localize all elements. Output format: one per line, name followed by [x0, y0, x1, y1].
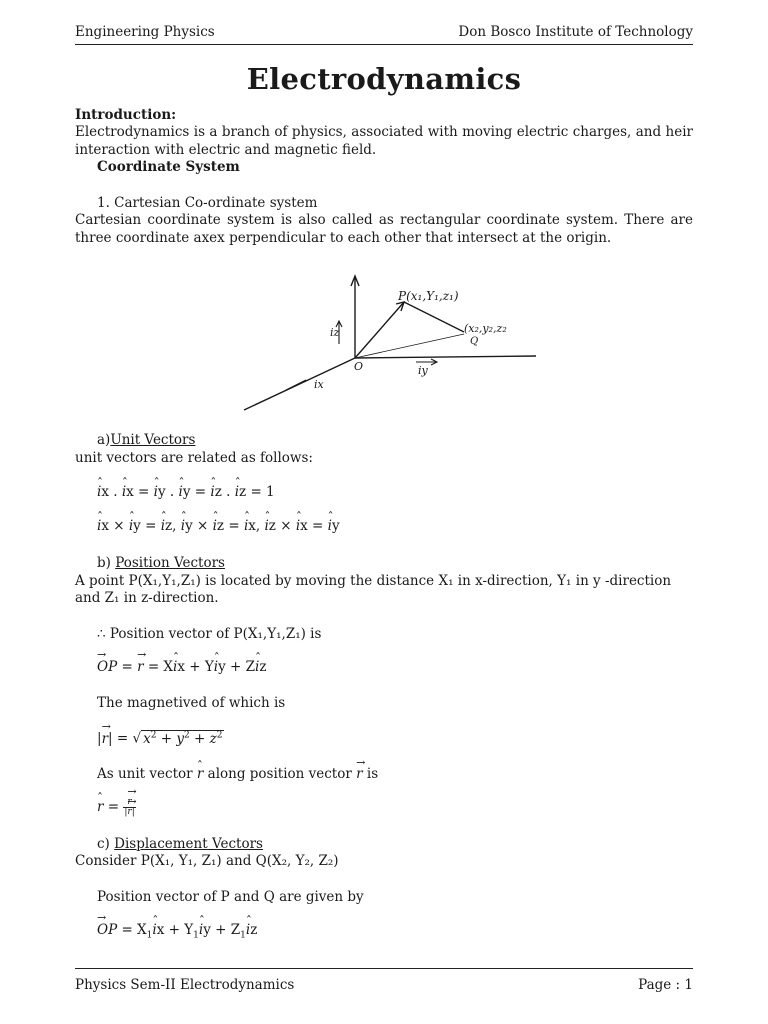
- position-line-1: A point P(X₁,Y₁,Z₁) is located by moving the distance X₁ in x-direction, Y₁ in y -direction: [75, 573, 672, 589]
- ix-label: ix: [314, 378, 324, 391]
- cartesian-text: Cartesian coordinate system is also called as rectangular coordinate system. There are three coordinate axex perpendicular to each other that intersect at the origin.: [75, 212, 693, 246]
- position-heading: [97, 554, 693, 572]
- unit-vectors-prefix: a): [97, 432, 111, 448]
- displacement-given: Position vector of P and Q are given by: [97, 889, 364, 905]
- iy-label: iy: [418, 364, 428, 377]
- page-footer: [75, 977, 693, 993]
- intro-text: Electrodynamics is a branch of physics, associated with moving electric charges, and heir interaction with electric and magnetic field.: [75, 124, 693, 158]
- unit-vector-text-a: As unit vector: [97, 766, 193, 782]
- position-line-2: and Z₁ in z-direction.: [75, 590, 219, 606]
- footer-rule: [75, 968, 693, 969]
- unit-vector-text-c: is: [366, 766, 379, 782]
- page-title: Electrodynamics: [246, 62, 522, 96]
- oq-vector: [355, 334, 464, 358]
- x-axis: [244, 358, 355, 410]
- point-q-label: (x₂,y₂,z₂: [464, 322, 507, 335]
- header-right: Don Bosco Institute of Technology: [458, 24, 693, 40]
- origin-label: O: [354, 360, 364, 373]
- ix-arrow: [286, 380, 306, 390]
- unit-vectors-title: Unit Vectors: [110, 432, 196, 448]
- pq-line: [404, 302, 464, 332]
- op-position-equation: → OP = $X_1ˆ$ ix + $Y_1ˆ$ iy + $Z_1ˆ$ iz: [97, 922, 257, 941]
- cartesian-item: 1. Cartesian Co-ordinate system: [97, 195, 318, 211]
- op-vector: [355, 302, 404, 358]
- coordinate-heading: Coordinate System: [97, 159, 240, 175]
- displacement-prefix: c): [97, 836, 115, 852]
- unit-vectors-text: unit vectors are related as follows:: [75, 450, 313, 466]
- intro-heading: Introduction:: [75, 107, 177, 123]
- position-prefix: b): [97, 555, 116, 571]
- unit-vector-text: As unit vector ˆ r along position vector → r is: [97, 765, 693, 783]
- displacement-heading: [97, 835, 693, 853]
- iz-label: iz: [330, 326, 340, 339]
- header-rule: [75, 44, 693, 45]
- footer-left: Physics Sem-II Electrodynamics: [75, 977, 295, 993]
- position-title: Position Vectors: [115, 555, 225, 571]
- point-q-sub-label: Q: [470, 336, 479, 347]
- unit-vectors-heading: [97, 431, 693, 449]
- y-axis: [355, 356, 536, 358]
- unit-dot-result: = 1: [250, 484, 275, 500]
- displacement-title: Displacement Vectors: [114, 836, 263, 852]
- magnitude-text: The magnetived of which is: [97, 695, 286, 711]
- position-therefore: ∴ Position vector of P(X₁,Y₁,Z₁) is: [97, 626, 322, 642]
- unit-vector-equation: ˆ r = → $\frac{r}{|\to r|}$: [97, 798, 136, 817]
- magnitude-equation: |→ r| = √ $x^2 + y^2 + z^2$: [97, 730, 224, 747]
- point-p-label: P(x₁,Y₁,z₁): [398, 289, 459, 303]
- header-left: Engineering Physics: [75, 24, 215, 40]
- displacement-consider: Consider P(X₁, Y₁, Z₁) and Q(X₂, Y₂, Z₂): [75, 853, 339, 869]
- unit-dot-equation: ˆ ix . ˆ ix = ˆ iy . ˆ iy = ˆ iz . ˆ iz = 1: [97, 484, 275, 500]
- op-equation: → OP = → r = Xˆ ix + Yˆ iy + Zˆ iz: [97, 659, 266, 675]
- coordinate-figure: [238, 270, 548, 412]
- page-header: [75, 24, 693, 40]
- unit-vector-text-b: along position vector: [207, 766, 352, 782]
- unit-cross-equation: ˆ ix × ˆ iy = ˆ iz, ˆ iy × ˆ iz = ˆ ix, ˆ iz × ˆ ix = ˆ iy: [97, 518, 340, 534]
- footer-right: Page : 1: [638, 977, 693, 993]
